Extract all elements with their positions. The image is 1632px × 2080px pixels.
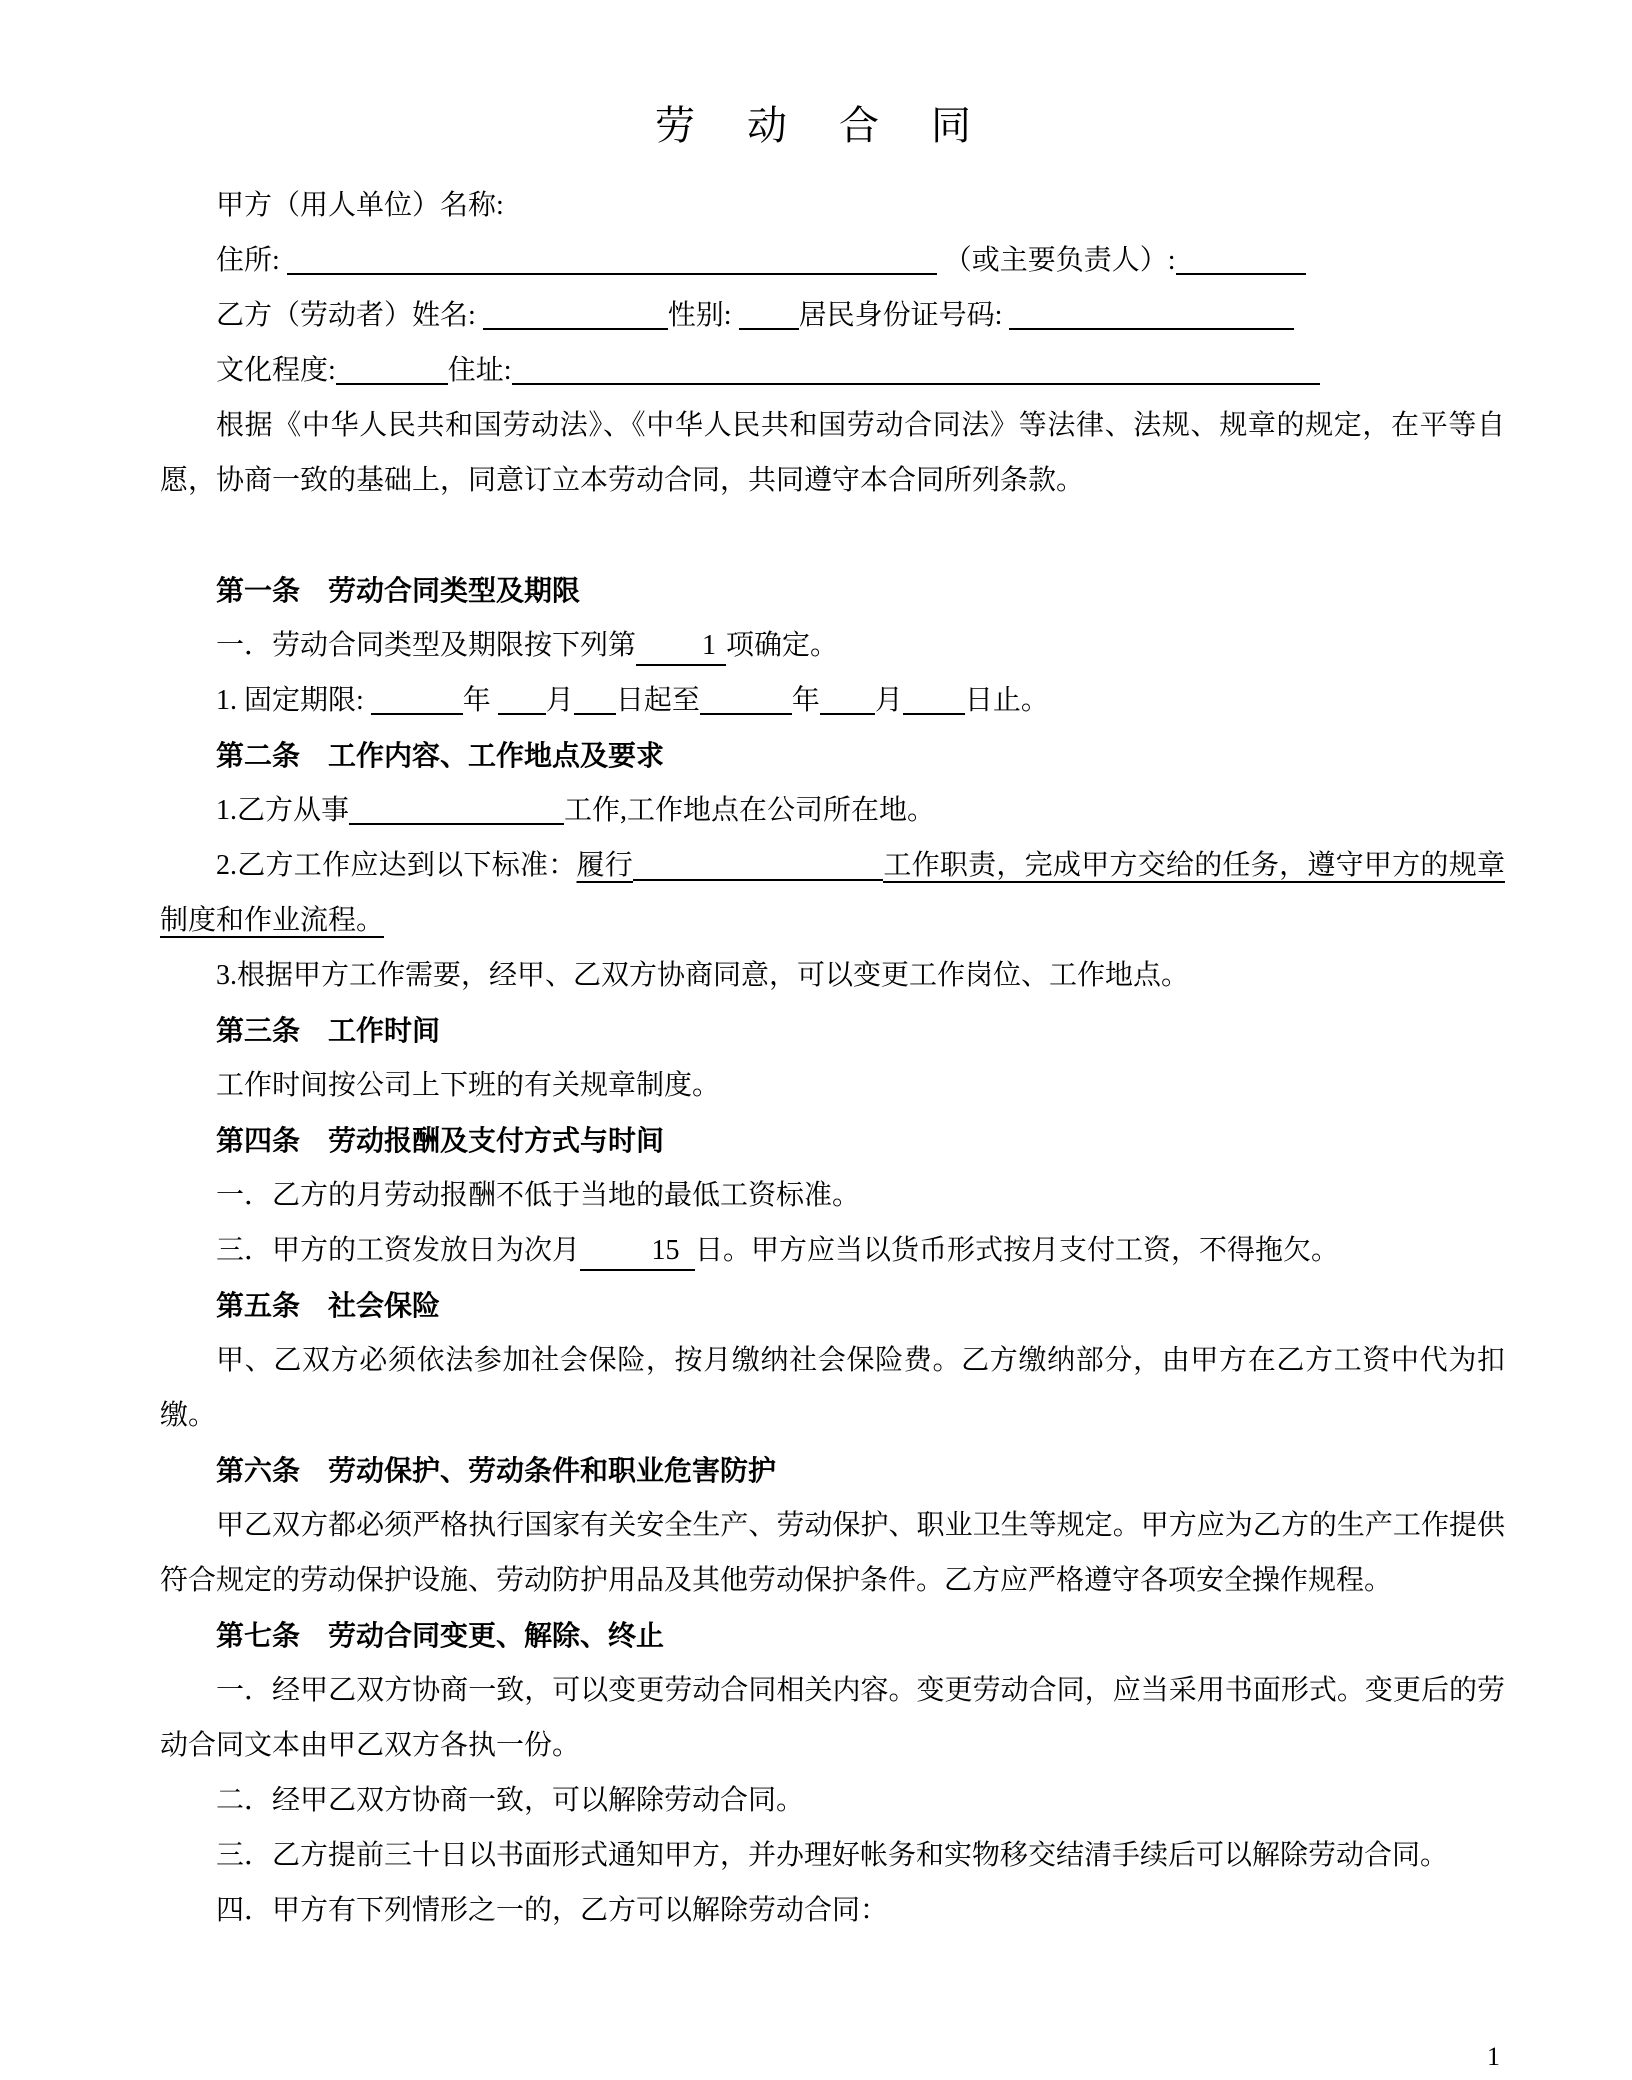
text-run: 年 <box>462 685 498 716</box>
text-run: 住址: <box>447 355 512 386</box>
text-run: 工作职责，完成甲方交给的任务，遵守甲方的规章制度和作业流程。 <box>160 850 1505 936</box>
text-run: 根据《中华人民共和国劳动法》、《中华人民共和国劳动合同法》等法律、法规、规章的规定，在平等自愿，协商一致的基础上，同意订立本劳动合同，共同遵守本合同所列条款。 <box>160 410 1505 496</box>
paragraph <box>160 838 1505 948</box>
paragraph <box>160 673 1505 728</box>
paragraph <box>160 1498 1505 1608</box>
text-run: 文化程度: <box>216 355 336 386</box>
paragraph <box>160 1663 1505 1773</box>
text-run: 一．劳动合同类型及期限按下列第 <box>216 630 637 661</box>
text-run: 年 <box>791 685 820 716</box>
text-run: 1. 固定期限: <box>216 685 371 716</box>
article-heading: 第五条 社会保险 <box>216 1290 441 1321</box>
text-run: 甲、乙双方必须依法参加社会保险，按月缴纳社会保险费。乙方缴纳部分，由甲方在乙方工资中代为扣缴。 <box>160 1345 1505 1431</box>
text-run: 三．乙方提前三十日以书面形式通知甲方，并办理好帐务和实物移交结清手续后可以解除劳动合同。 <box>216 1840 1449 1871</box>
page-title: 劳 动 合 同 <box>655 103 977 148</box>
blank-field <box>739 300 799 330</box>
filled-blank-field: 15 <box>580 1234 695 1271</box>
text-run: 三．甲方的工资发放日为次月 <box>216 1235 581 1266</box>
text-run: 2.乙方工作应达到以下标准： <box>216 850 577 881</box>
article-heading: 第七条 劳动合同变更、解除、终止 <box>216 1620 665 1651</box>
paragraph <box>160 618 1505 673</box>
blank-field <box>1009 300 1294 330</box>
paragraph <box>160 398 1505 508</box>
paragraph <box>160 1773 1505 1828</box>
paragraph <box>160 1828 1505 1883</box>
blank-field <box>903 685 965 715</box>
blank-field <box>1176 245 1306 275</box>
paragraph <box>160 233 1505 288</box>
paragraph <box>160 1333 1505 1443</box>
blank-field <box>498 685 546 715</box>
blank-field <box>512 355 1320 385</box>
filled-blank-field: 1 <box>636 629 726 666</box>
text-run: 项确定。 <box>726 630 839 661</box>
text-run: 居民身份证号码: <box>798 300 1010 331</box>
paragraph <box>160 288 1505 343</box>
paragraph <box>160 948 1505 1003</box>
text-run: 住所: <box>216 245 287 276</box>
blank-field <box>287 245 937 275</box>
page-number: 1 <box>1487 2042 1500 2071</box>
blank-field <box>483 300 668 330</box>
blank-field <box>574 685 616 715</box>
text-run: 甲乙双方都必须严格执行国家有关安全生产、劳动保护、职业卫生等规定。甲方应为乙方的生产工作提供符合规定的劳动保护设施、劳动防护用品及其他劳动保护条件。乙方应严格遵守各项安全操作规程。 <box>160 1510 1505 1596</box>
blank-field <box>633 851 883 881</box>
paragraph <box>160 343 1505 398</box>
paragraph <box>160 783 1505 838</box>
blank-field <box>336 355 448 385</box>
document-body <box>160 178 1505 1938</box>
paragraph <box>160 1883 1505 1938</box>
text-run: 乙方（劳动者）姓名: <box>216 300 483 331</box>
text-run: 月 <box>545 685 574 716</box>
text-run: 日起至 <box>615 685 700 716</box>
article-heading: 第四条 劳动报酬及支付方式与时间 <box>216 1125 665 1156</box>
text-run: 日。甲方应当以货币形式按月支付工资，不得拖欠。 <box>695 1235 1340 1266</box>
text-run: 工作,工作地点在公司所在地。 <box>564 795 936 826</box>
paragraph <box>160 1058 1505 1113</box>
text-run: 工作时间按公司上下班的有关规章制度。 <box>216 1070 721 1101</box>
text-run: （或主要负责人）: <box>936 245 1176 276</box>
blank-field <box>371 685 463 715</box>
blank-field <box>820 685 875 715</box>
paragraph <box>160 1168 1505 1223</box>
text-run: 3.根据甲方工作需要，经甲、乙双方协商同意，可以变更工作岗位、工作地点。 <box>216 960 1190 991</box>
text-run: 日止。 <box>964 685 1049 716</box>
article-heading: 第二条 工作内容、工作地点及要求 <box>216 740 665 771</box>
text-run: 月 <box>874 685 903 716</box>
text-run: 四．甲方有下列情形之一的，乙方可以解除劳动合同： <box>216 1895 889 1926</box>
text-run: 性别: <box>667 300 739 331</box>
article-heading: 第三条 工作时间 <box>216 1015 441 1046</box>
blank-field <box>349 795 564 825</box>
text-run: 履行 <box>576 850 634 881</box>
blank-line <box>160 508 1505 563</box>
blank-field <box>700 685 792 715</box>
text-run: 1.乙方从事 <box>216 795 350 826</box>
paragraph <box>160 1223 1505 1278</box>
text-run: 甲方（用人单位）名称: <box>216 190 504 221</box>
text-run: 一．乙方的月劳动报酬不低于当地的最低工资标准。 <box>216 1180 861 1211</box>
article-heading: 第六条 劳动保护、劳动条件和职业危害防护 <box>216 1455 777 1486</box>
text-run: 一．经甲乙双方协商一致，可以变更劳动合同相关内容。变更劳动合同，应当采用书面形式。变更后的劳动合同文本由甲乙双方各执一份。 <box>160 1675 1505 1761</box>
article-heading: 第一条 劳动合同类型及期限 <box>216 575 581 606</box>
paragraph <box>160 178 1505 233</box>
text-run: 二．经甲乙双方协商一致，可以解除劳动合同。 <box>216 1785 805 1816</box>
contract-page <box>0 96 1632 2080</box>
